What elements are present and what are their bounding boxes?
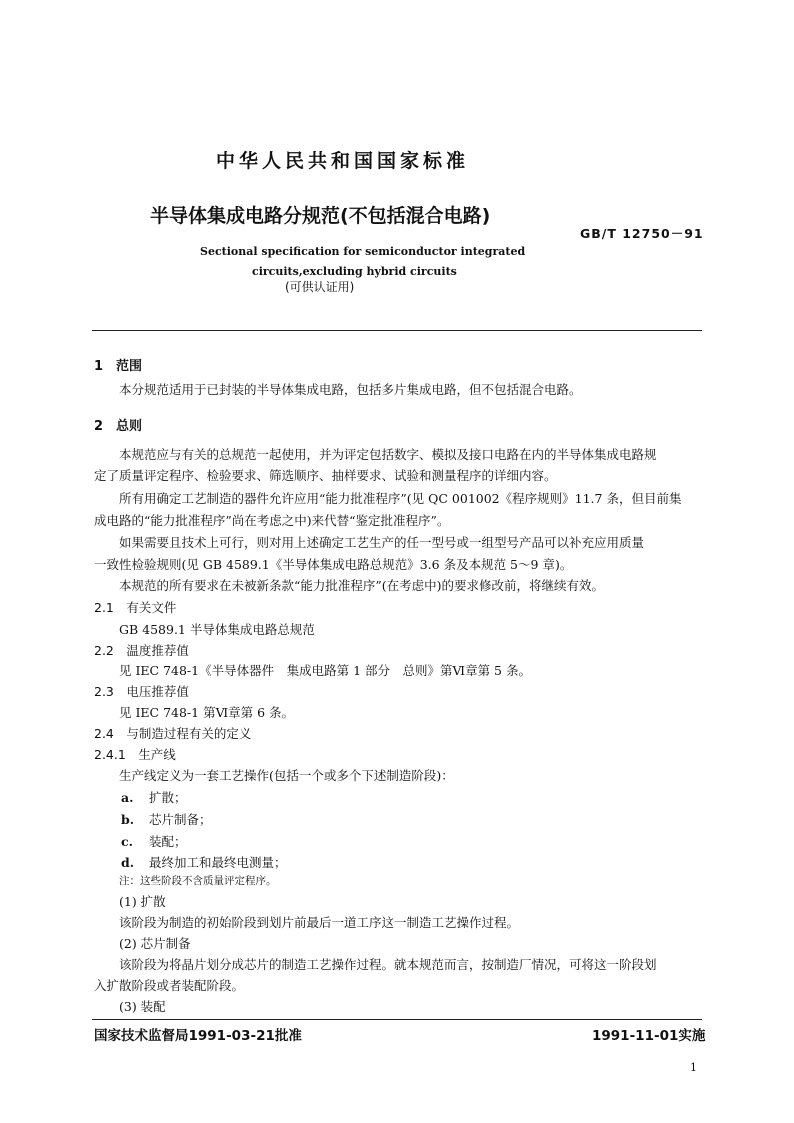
stage-2-paragraph-b: 入扩散阶段或者装配阶段。 xyxy=(94,978,245,993)
section-2-3-heading: 2.3 电压推荐值 xyxy=(94,684,189,699)
list-item-b xyxy=(121,810,212,830)
section-2-paragraph-4: 本规范的所有要求在未被新条款“能力批准程序”(在考虑中)的要求修改前，将继续有效。 xyxy=(119,578,605,593)
header-rule xyxy=(92,330,702,331)
section-2-4-1-heading: 2.4.1 生产线 xyxy=(94,747,176,762)
section-2-1-paragraph: GB 4589.1 半导体集成电路总规范 xyxy=(119,622,315,637)
stage-1-paragraph: 该阶段为制造的初始阶段到划片前最后一道工序这一制造工艺操作过程。 xyxy=(119,915,520,930)
list-text: 芯片制备； xyxy=(149,812,212,827)
section-1-heading: 1 范围 xyxy=(94,359,143,374)
section-2-paragraph-2b: 成电路的“能力批准程序”尚在考虑之中)来代替“鉴定批准程序”。 xyxy=(94,513,450,528)
section-2-paragraph-3a: 如果需要且技术上可行，则对用上述确定工艺生产的任一型号或一组型号产品可以补充应用质量 xyxy=(119,535,645,550)
section-2-1-heading: 2.1 有关文件 xyxy=(94,600,177,615)
certification-note: (可供认证用) xyxy=(285,280,355,294)
footer-rule xyxy=(92,1019,702,1020)
section-2-4-heading: 2.4 与制造过程有关的定义 xyxy=(94,726,252,741)
national-standard-title: 中华人民共和国国家标准 xyxy=(216,150,470,172)
document-title-en-line1: Sectional specification for semiconductor integrated xyxy=(200,245,526,258)
section-2-3-paragraph: 见 IEC 748-1 第Ⅵ章第 6 条。 xyxy=(119,705,295,720)
list-item-a xyxy=(121,788,187,808)
list-marker: b. xyxy=(121,812,135,827)
standard-number: GB/T 12750－91 xyxy=(580,226,704,241)
stage-2-heading: (2) 芯片制备 xyxy=(119,936,191,951)
list-text: 扩散； xyxy=(149,790,187,805)
list-note: 注：这些阶段不含质量评定程序。 xyxy=(119,875,277,887)
section-2-paragraph-1b: 定了质量评定程序、检验要求、筛选顺序、抽样要求、试验和测量程序的详细内容。 xyxy=(94,468,557,483)
list-item-d xyxy=(121,853,287,873)
list-text: 装配； xyxy=(149,834,187,849)
document-title-cn: 半导体集成电路分规范(不包括混合电路) xyxy=(150,205,491,227)
section-2-2-paragraph: 见 IEC 748-1《半导体器件 集成电路第 1 部分 总则》第Ⅵ章第 5 条。 xyxy=(119,663,531,678)
section-2-heading: 2 总则 xyxy=(94,419,143,434)
section-2-paragraph-2a: 所有用确定工艺制造的器件允许应用“能力批准程序”(见 QC 001002《程序规则》11.7 条，但目前集 xyxy=(119,491,682,506)
stage-1-heading: (1) 扩散 xyxy=(119,894,166,909)
section-2-paragraph-1a: 本规范应与有关的总规范一起使用，并为评定包括数字、模拟及接口电路在内的半导体集成电路规 xyxy=(119,447,657,462)
section-2-2-heading: 2.2 温度推荐值 xyxy=(94,643,189,658)
list-text: 最终加工和最终电测量； xyxy=(149,855,287,870)
list-marker: c. xyxy=(121,834,133,849)
approval-line: 国家技术监督局1991-03-21批准 xyxy=(94,1028,302,1044)
list-marker: a. xyxy=(121,790,134,805)
list-marker: d. xyxy=(121,855,135,870)
list-item-c xyxy=(121,832,187,852)
page-number: 1 xyxy=(690,1061,697,1074)
section-1-paragraph: 本分规范适用于已封装的半导体集成电路，包括多片集成电路，但不包括混合电路。 xyxy=(119,382,582,397)
document-title-en-line2: circuits,excluding hybrid circuits xyxy=(252,265,457,278)
section-2-4-1-paragraph: 生产线定义为一套工艺操作(包括一个或多个下述制造阶段)： xyxy=(119,768,454,783)
section-2-paragraph-3b: 一致性检验规则(见 GB 4589.1《半导体集成电路总规范》3.6 条及本规范 5～9 章)。 xyxy=(94,557,573,572)
stage-3-heading: (3) 装配 xyxy=(119,999,166,1014)
effective-date: 1991-11-01实施 xyxy=(592,1028,706,1044)
stage-2-paragraph-a: 该阶段为将晶片划分成芯片的制造工艺操作过程。就本规范而言，按制造厂情况，可将这一阶段划 xyxy=(119,957,657,972)
